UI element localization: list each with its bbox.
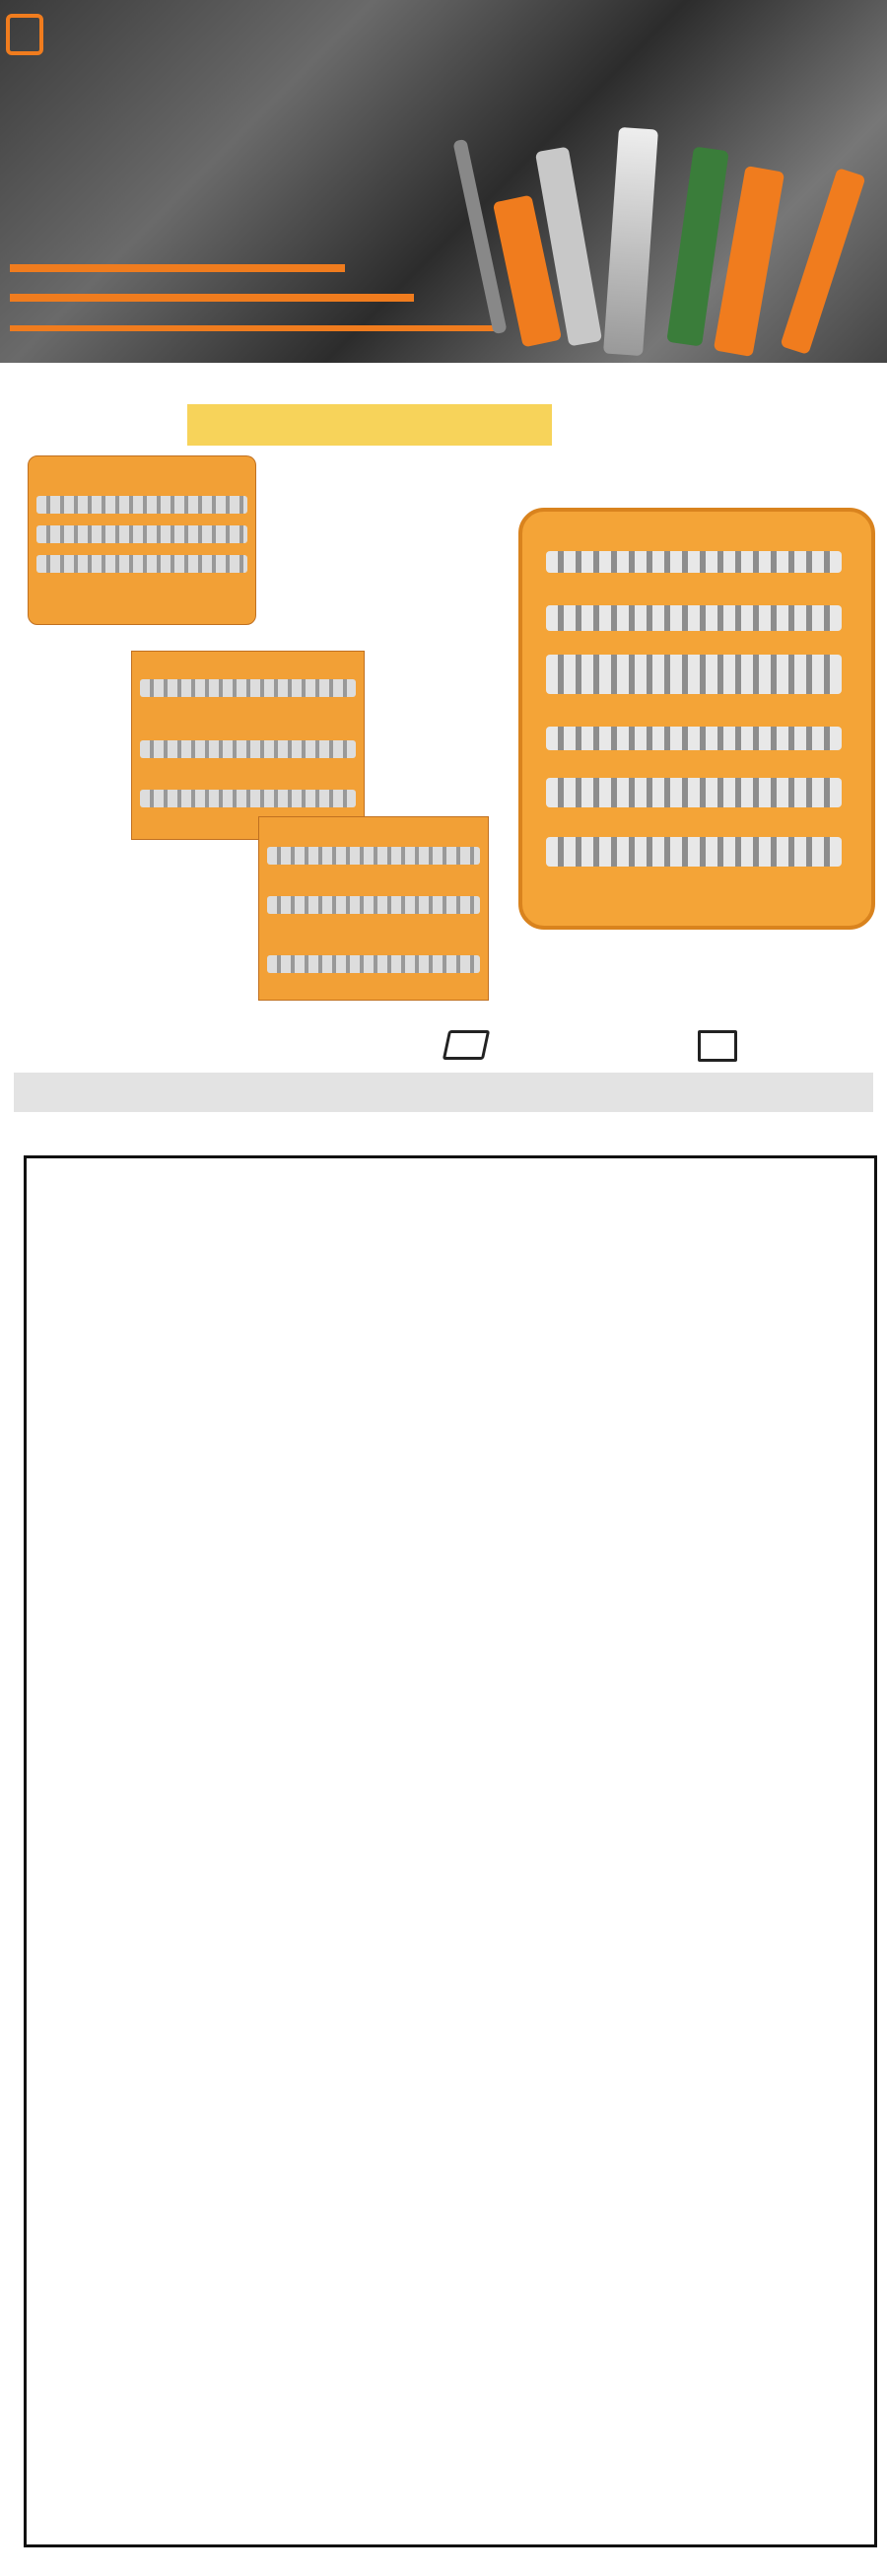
brand-logo (6, 14, 46, 61)
contents-list (24, 1155, 877, 2547)
pliers-handle (714, 166, 785, 357)
hero-banner (0, 0, 887, 363)
banner-streak (10, 264, 345, 272)
barcode-terminal-icon (698, 1030, 737, 1062)
wrench-icon (603, 127, 658, 356)
model-row (14, 1073, 873, 1112)
product-photo-case (518, 508, 875, 930)
banner-streak (10, 294, 414, 302)
banner-streak (10, 325, 503, 331)
product-photo-detail-2 (258, 816, 489, 1001)
product-photo-drawer (28, 455, 256, 625)
package-quantity-icon (443, 1030, 490, 1060)
product-photo-detail-1 (131, 651, 365, 840)
pipe-wrench-icon (780, 168, 865, 355)
product-title (187, 404, 552, 446)
